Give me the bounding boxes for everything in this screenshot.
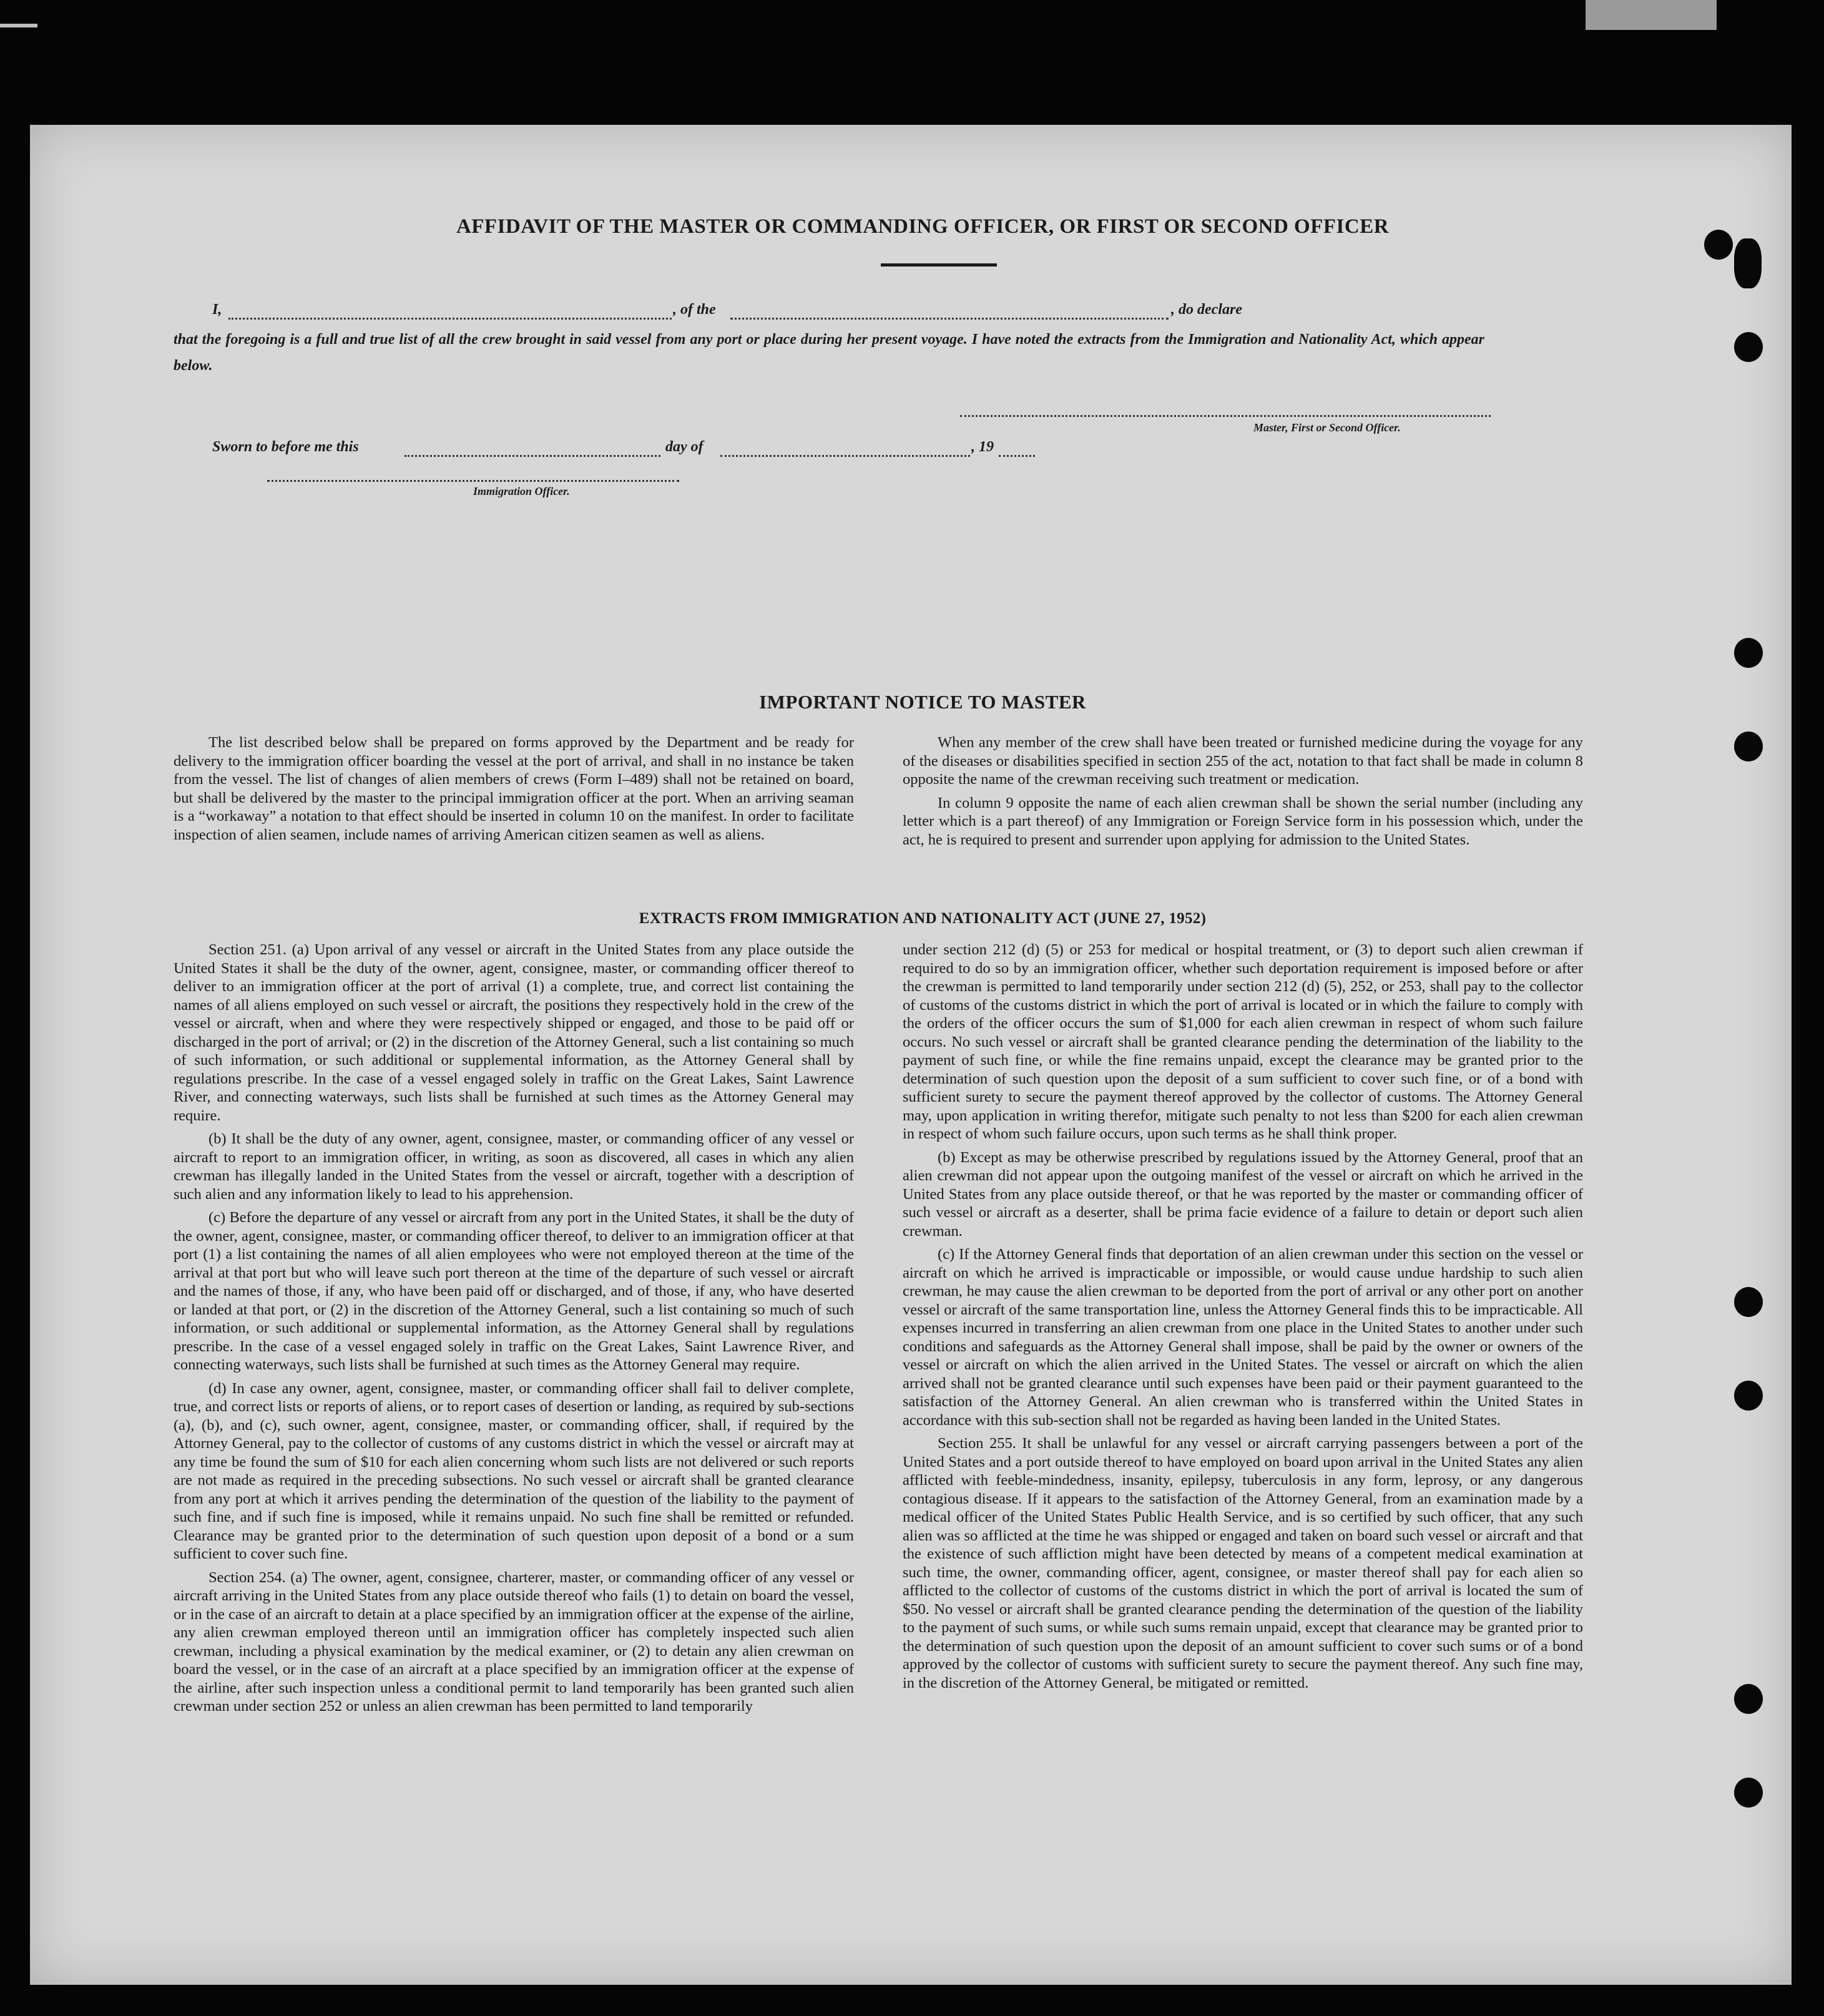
binder-hole	[1734, 732, 1763, 761]
notice-paragraph: In column 9 opposite the name of each alien crewman shall be shown the serial number (including any letter which is a part thereof) of any Immigration or Foreign Service form in his possession which, under the act, he is required to present and surrender upon applying for admission to the United States.	[903, 794, 1583, 848]
section-251-b: (b) It shall be the duty of any owner, agent, consignee, master, or commanding officer of any vessel or aircraft to report to an immigration officer, in writing, as soon as discovered, all cases in which any alien crewman has illegally landed in the United States from the vessel or aircraft, together with a description of such alien and any information likely to lead to his apprehension.	[174, 1130, 854, 1203]
document-page	[30, 125, 1792, 1985]
binder-hole	[1704, 230, 1733, 260]
master-signature-field[interactable]	[960, 415, 1491, 417]
binder-hole	[1734, 1287, 1763, 1317]
sworn-label: Sworn to before me this	[212, 439, 359, 455]
notice-right-column	[903, 733, 1583, 854]
notice-left-column	[174, 733, 854, 849]
binder-hole	[1734, 1778, 1763, 1808]
notice-paragraph: The list described below shall be prepared on forms approved by the Department and be ready for delivery to the immigration officer boarding the vessel at the port of arrival, and shall in no instance be taken from the vessel. The list of changes of alien members of crews (Form I–489) shall not be retained on board, but shall be delivered by the master to the principal immigration officer at the port. When an arriving seaman is a “workaway” a notation to that effect should be inserted in column 10 on the manifest. In order to facilitate inspection of alien seamen, include names of arriving American citizen seamen as well as aliens.	[174, 734, 854, 843]
section-251-d: (d) In case any owner, agent, consignee, master, or commanding officer shall fail to deliver complete, true, and correct lists or reports of aliens, or to report cases of desertion or landing, as required by sub-sections (a), (b), and (c), such owner, agent, consignee, master, or commanding officer, shall, if required by the Attorney General, pay to the collector of customs of any customs district in which the vessel or aircraft may at any time be found the sum of $10 for each alien concerning whom such lists are not delivered or such reports are not made as required in the preceding subsections. No such vessel or aircraft shall be granted clearance from any port at which it arrives pending the determination of the question of the liability to the payment of such fine, and if such fine is imposed, while it remains unpaid. No such fine shall be remitted or refunded. Clearance may be granted prior to the determination of such question upon deposit of a bond or a sum sufficient to cover such fine.	[174, 1379, 854, 1562]
of-the-label: , of the	[673, 301, 716, 318]
binder-hole	[1734, 238, 1762, 288]
section-254-a: Section 254. (a) The owner, agent, consignee, charterer, master, or commanding officer of any vessel or aircraft arriving in the United States from any place outside thereof who fails (1) to detain on board the vessel, or in the case of an aircraft to detain at a place specified by an immigration officer at the expense of the airline, any alien crewman employed thereon until an immigration officer has completely inspected such alien crewman, including a physical examination by the medical examiner, or (2) to detain any alien crewman on board the vessel, or in the case of an aircraft at a place specified by an immigration officer at the expense of the airline, after such inspection unless a conditional permit to land temporarily has been granted such alien crewman under section 252 or unless an alien crewman has been permitted to land temporarily	[174, 1568, 854, 1715]
extracts-left-column	[174, 941, 854, 1721]
section-254-c: (c) If the Attorney General finds that deportation of an alien crewman under this section on the vessel or aircraft on which he arrived is impracticable or impossible, or would cause undue hardship to such alien crewman, he may cause the alien crewman to be deported from the port of arrival or any other port on another vessel or aircraft of the same transportation line, unless the Attorney General finds this to be impracticable. All expenses incurred in transferring an alien crewman from one place in the United States to another under such conditions and safeguards as the Attorney General shall impose, shall be paid by the owner or owners of the vessel or aircraft on which the alien arrived in the United States. The vessel or aircraft on which the alien arrived shall not be granted clearance until such expenses have been paid or their payment guaranteed to the satisfaction of the Attorney General. An alien crewman who is transferred within the United States in accordance with this sub-section shall not be regarded as having been landed in the United States.	[903, 1246, 1583, 1429]
section-251-a: Section 251. (a) Upon arrival of any vessel or aircraft in the United States from any place outside the United States it shall be the duty of the owner, agent, consignee, master, or commanding officer thereof to deliver to an immigration officer at the port of arrival (1) a complete, true, and correct list containing the names of all aliens employed on such vessel or aircraft, the positions they respectively hold in the crew of the vessel or aircraft, when and where they were respectively shipped or engaged, and those to be paid off or discharged in the port of arrival; or (2) in the discretion of the Attorney General, such a list containing so much of such information, or such additional or supplemental information, as the Attorney General shall by regulations prescribe. In the case of a vessel engaged solely in traffic on the Great Lakes, Saint Lawrence River, and connecting waterways, such lists shall be furnished at such times as the Attorney General may require.	[174, 941, 854, 1124]
master-signature-label: Master, First or Second Officer.	[1253, 421, 1401, 434]
title-rule	[881, 263, 997, 267]
do-declare-label: , do declare	[1171, 301, 1242, 318]
i-label: I,	[212, 301, 222, 318]
notice-paragraph: When any member of the crew shall have been treated or furnished medicine during the voyage for any of the diseases or disabilities specified in section 255 of the act, notation to that fact shall be made in column 8 opposite the name of the crewman receiving such treatment or medication.	[903, 734, 1583, 788]
immigration-officer-label: Immigration Officer.	[473, 485, 570, 497]
sworn-date-field[interactable]	[405, 455, 660, 457]
scan-mark-top-left	[0, 24, 37, 27]
vessel-name-field[interactable]	[730, 318, 1169, 320]
sworn-month-field[interactable]	[720, 455, 970, 457]
section-254-b: (b) Except as may be otherwise prescribed by regulations issued by the Attorney General, proof that an alien crewman did not appear upon the outgoing manifest of the vessel or aircraft on which he arrived in the United States from any place outside thereof, or that he was reported by the master or commanding officer of such vessel or aircraft as a deserter, shall be prima facie evidence of a failure to detain or deport such alien crewman.	[903, 1148, 1583, 1240]
master-name-field[interactable]	[228, 318, 672, 320]
section-251-c: (c) Before the departure of any vessel or aircraft from any port in the United States, it shall be the duty of the owner, agent, consignee, master, or commanding officer thereof, to deliver to an immigration officer at that port (1) a list containing the names of all alien employees who were not employed thereon at the time of the arrival at that port but who will leave such port thereon at the time of the departure of such vessel or aircraft and the names of those, if any, who have been paid off or discharged, and of those, if any, who have deserted or landed at that port, or (2) in the discretion of the Attorney General, such a list containing so much of such information, or such additional or supplemental information, as the Attorney General shall by regulations prescribe. In the case of a vessel engaged solely in traffic on the Great Lakes, Saint Lawrence River, and connecting waterways, such lists shall be furnished at such times as the Attorney General may require.	[174, 1209, 854, 1373]
section-255: Section 255. It shall be unlawful for any vessel or aircraft carrying passengers between a port of the United States and a port outside thereof to have employed on board upon arrival in the United States any alien afflicted with feeble-mindedness, insanity, epilepsy, tuberculosis in any form, leprosy, or any dangerous contagious disease. If it appears to the satisfaction of the Attorney General, from an examination made by a medical officer of the United States Public Health Service, and is so certified by such officer, that any such alien was so afflicted at the time he was shipped or engaged and taken on board such vessel or aircraft and that the existence of such affliction might have been detected by means of a competent medical examination at such time, the owner, commanding officer, agent, consignee, or master thereof shall pay for each alien so afflicted to the collector of customs of the customs district in which the port of arrival is located the sum of $50. No vessel or aircraft shall be granted clearance pending the determination of the question of the liability to the payment of such sums, or while such sums remain unpaid, except that clearance may be granted prior to the determination of such question upon the deposit of an amount sufficient to cover such sums or of a bond approved by the collector of customs with sufficient surety to secure the payment thereof. Any such fine may, in the discretion of the Attorney General, be mitigated or remitted.	[903, 1435, 1583, 1691]
declaration-text: that the foregoing is a full and true list of all the crew brought in said vessel from any port or place during her present voyage. I have noted the extracts from the Immigration and Nationality Act, which appear below.	[174, 331, 1484, 374]
affidavit-title: AFFIDAVIT OF THE MASTER OR COMMANDING OFFICER, OR FIRST OR SECOND OFFICER	[456, 215, 1390, 238]
sworn-year-field[interactable]	[999, 455, 1035, 457]
section-254-a-continued: under section 212 (d) (5) or 253 for medical or hospital treatment, or (3) to deport such alien crewman if required to do so by an immigration officer, whether such deportation requirement is imposed before or after the crewman is permitted to land temporarily under section 212 (d) (5), 252, or 253, shall pay to the collector of customs of the customs district in which the port of arrival is located or in which the failure to comply with the orders of the officer occurs the sum of $1,000 for each alien crewman in respect of whom such failure occurs. No such vessel or aircraft shall be granted clearance pending the determination of the liability to the payment of such fine, or while the fine remains unpaid, except the clearance may be granted prior to the determination of such question upon the deposit of a sum sufficient to cover such fine, or of a bond with sufficient surety to secure the payment thereof approved by the collector of customs. The Attorney General may, upon application in writing therefor, mitigate such penalty to not less than $200 for each alien crewman in respect of whom such failure occurs, upon such terms as he shall think proper.	[903, 941, 1583, 1142]
extracts-title: EXTRACTS FROM IMMIGRATION AND NATIONALITY ACT (JUNE 27, 1952)	[639, 910, 1207, 927]
binder-hole	[1734, 638, 1763, 668]
extracts-right-column	[903, 941, 1583, 1697]
immigration-officer-signature-field[interactable]	[267, 480, 679, 482]
day-of-label: day of	[665, 439, 704, 455]
binder-hole	[1734, 1381, 1763, 1411]
notice-title: IMPORTANT NOTICE TO MASTER	[759, 691, 1086, 713]
binder-hole	[1734, 1684, 1763, 1714]
binder-hole	[1734, 332, 1763, 362]
year-label: , 19	[971, 439, 994, 455]
scan-mark-top-right	[1586, 0, 1717, 30]
